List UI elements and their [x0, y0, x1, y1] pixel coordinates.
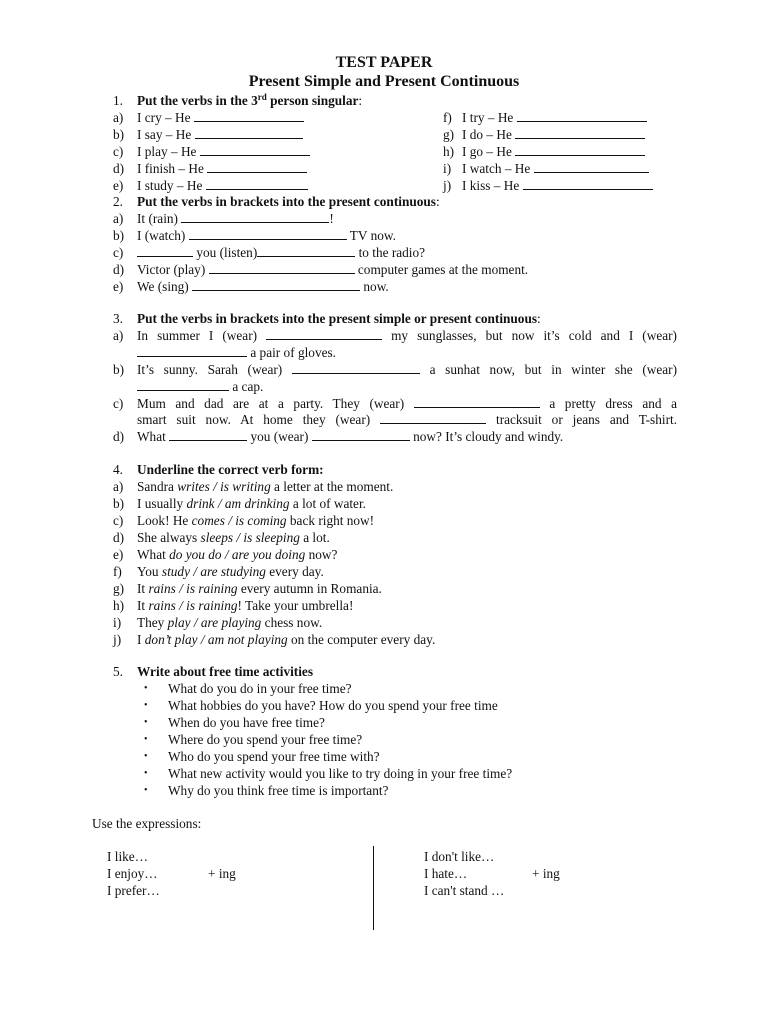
exercise-1-heading: Put the verbs in the 3rd person singular: [137, 92, 363, 108]
item-label: d) [113, 530, 125, 545]
page-subtitle: Present Simple and Present Continuous [248, 73, 520, 90]
verb-options[interactable]: drink / am drinking [186, 496, 290, 511]
expressions-intro: Use the expressions: [92, 816, 202, 831]
bullet-icon: • [144, 768, 148, 779]
exercise-1-item: I finish – He [137, 160, 307, 177]
ing-suffix-left: + ing [208, 866, 236, 881]
item-label: c) [113, 396, 124, 411]
exercise-2-item: Victor (play) computer games at the moment. [137, 262, 529, 277]
exercise-3-item-line: Mum and dad are at a party. They (wear) a pretty dress and a [137, 396, 677, 411]
answer-blank[interactable] [207, 160, 307, 173]
exercise-2-item: you (listen) to the radio? [137, 244, 425, 261]
item-label: d) [113, 161, 125, 176]
exercise-4-item: It rains / is raining every autumn in Romania. [137, 581, 382, 596]
expression-right: I don't like… [424, 849, 495, 864]
exercise-1-item: I say – He [137, 126, 303, 143]
answer-blank[interactable] [169, 428, 247, 441]
exercise-1-item: I kiss – He [462, 177, 653, 194]
answer-blank[interactable] [206, 177, 308, 190]
answer-blank[interactable] [380, 411, 486, 424]
question-item: What do you do in your free time? [168, 681, 352, 696]
item-label: i) [113, 615, 122, 630]
expression-left: I prefer… [107, 883, 160, 898]
question-item: What new activity would you like to try doing in your free time? [168, 766, 513, 781]
verb-options[interactable]: study / are studying [161, 564, 266, 579]
answer-blank[interactable] [257, 244, 355, 257]
exercise-2-item: We (sing) now. [137, 279, 389, 294]
question-item: When do you have free time? [168, 715, 325, 730]
answer-blank[interactable] [515, 126, 645, 139]
item-label: e) [113, 178, 124, 193]
exercise-3-item-line: In summer I (wear) my sunglasses, but now it’s cold and I (wear) [137, 328, 677, 343]
answer-blank[interactable] [194, 109, 304, 122]
item-label: c) [113, 144, 124, 159]
exercise-1-item: I play – He [137, 143, 310, 160]
expression-right: I can't stand … [424, 883, 505, 898]
verb-options[interactable]: sleeps / is sleeping [200, 530, 300, 545]
exercise-4-item: Look! He comes / is coming back right now! [137, 513, 375, 528]
item-label: a) [113, 211, 124, 226]
answer-blank[interactable] [137, 344, 247, 357]
item-label: d) [113, 262, 125, 277]
bullet-icon: • [144, 785, 148, 796]
answer-blank[interactable] [517, 109, 647, 122]
item-label: a) [113, 328, 124, 343]
exercise-4-item: I don’t play / am not playing on the computer every day. [137, 632, 436, 647]
verb-options[interactable]: rains / is raining [148, 598, 238, 613]
answer-blank[interactable] [137, 244, 193, 257]
answer-blank[interactable] [312, 428, 410, 441]
item-label: b) [113, 228, 125, 243]
verb-options[interactable]: do you do / are you doing [169, 547, 306, 562]
item-label: a) [113, 479, 124, 494]
verb-options[interactable]: play / are playing [167, 615, 262, 630]
exercise-5-number: 5. [113, 664, 123, 679]
exercise-2-number: 2. [113, 194, 123, 209]
exercise-4-item: What do you do / are you doing now? [137, 547, 338, 562]
question-item: Why do you think free time is important? [168, 783, 389, 798]
expression-left: I like… [107, 849, 148, 864]
exercise-4-heading: Underline the correct verb form: [137, 462, 324, 477]
exercise-1-item: I go – He [462, 143, 645, 160]
exercise-1-item: I try – He [462, 109, 647, 126]
exercise-4-item: They play / are playing chess now. [137, 615, 323, 630]
exercise-3-heading: Put the verbs in brackets into the present simple or present continuous: [137, 311, 541, 326]
answer-blank[interactable] [192, 278, 360, 291]
answer-blank[interactable] [266, 327, 382, 340]
exercise-4-item: You study / are studying every day. [137, 564, 324, 579]
item-label: a) [113, 110, 124, 125]
verb-options[interactable]: rains / is raining [148, 581, 238, 596]
answer-blank[interactable] [292, 361, 420, 374]
ing-suffix-right: + ing [532, 866, 560, 881]
item-label: j) [113, 632, 122, 647]
exercise-2-heading: Put the verbs in brackets into the present continuous: [137, 194, 440, 209]
page-title: TEST PAPER [335, 54, 433, 71]
verb-options[interactable]: comes / is coming [191, 513, 287, 528]
item-label: b) [113, 496, 125, 511]
item-label: e) [113, 279, 124, 294]
answer-blank[interactable] [195, 126, 303, 139]
exercise-1-item: I watch – He [462, 160, 649, 177]
answer-blank[interactable] [534, 160, 649, 173]
exercise-4-number: 4. [113, 462, 123, 477]
answer-blank[interactable] [209, 261, 355, 274]
exercise-1-item: I cry – He [137, 109, 304, 126]
item-label: i) [443, 161, 452, 176]
item-label: g) [113, 581, 125, 596]
bullet-icon: • [144, 683, 148, 694]
item-label: e) [113, 547, 124, 562]
verb-options[interactable]: writes / is writing [177, 479, 271, 494]
answer-blank[interactable] [523, 177, 653, 190]
question-item: Where do you spend your free time? [168, 732, 363, 747]
exercise-1-number: 1. [113, 93, 123, 108]
answer-blank[interactable] [414, 395, 540, 408]
exercise-4-item: Sandra writes / is writing a letter at the moment. [137, 479, 394, 494]
answer-blank[interactable] [200, 143, 310, 156]
exercise-2-item: It (rain) ! [137, 211, 334, 226]
exercise-3-item-line: What you (wear) now? It’s cloudy and windy. [137, 429, 564, 444]
item-label: b) [113, 362, 125, 377]
item-label: f) [443, 110, 452, 125]
exercise-4-item: It rains / is raining! Take your umbrella! [137, 598, 354, 613]
item-label: g) [443, 127, 455, 142]
exercise-3-item-line: It’s sunny. Sarah (wear) a sunhat now, but in winter she (wear) [137, 362, 678, 377]
answer-blank[interactable] [189, 227, 347, 240]
item-label: b) [113, 127, 125, 142]
exercise-3-item-line: smart suit now. At home they (wear) tracksuit or jeans and T-shirt. [137, 412, 678, 427]
question-item: Who do you spend your free time with? [168, 749, 380, 764]
item-label: f) [113, 564, 122, 579]
exercise-5-heading: Write about free time activities [137, 664, 314, 679]
column-divider [373, 846, 374, 930]
item-label: j) [443, 178, 452, 193]
exercise-4-item: She always sleeps / is sleeping a lot. [137, 530, 330, 545]
expression-right: I hate… [424, 866, 468, 881]
bullet-icon: • [144, 700, 148, 711]
exercise-3-item-line: a pair of gloves. [137, 344, 336, 361]
answer-blank[interactable] [181, 210, 329, 223]
item-label: c) [113, 245, 124, 260]
exercise-1-item: I study – He [137, 177, 308, 194]
item-label: h) [113, 598, 125, 613]
exercise-4-item: I usually drink / am drinking a lot of water. [137, 496, 366, 511]
exercise-1-item: I do – He [462, 126, 645, 143]
question-item: What hobbies do you have? How do you spend your free time [168, 698, 498, 713]
answer-blank[interactable] [137, 378, 229, 391]
bullet-icon: • [144, 717, 148, 728]
exercise-2-item: I (watch) TV now. [137, 228, 396, 243]
expression-left: I enjoy… [107, 866, 158, 881]
exercise-3-item-line: a cap. [137, 378, 263, 395]
bullet-icon: • [144, 734, 148, 745]
item-label: h) [443, 144, 455, 159]
item-label: c) [113, 513, 124, 528]
bullet-icon: • [144, 751, 148, 762]
exercise-3-number: 3. [113, 311, 123, 326]
answer-blank[interactable] [515, 143, 645, 156]
item-label: d) [113, 429, 125, 444]
verb-options[interactable]: don’t play / am not playing [144, 632, 288, 647]
